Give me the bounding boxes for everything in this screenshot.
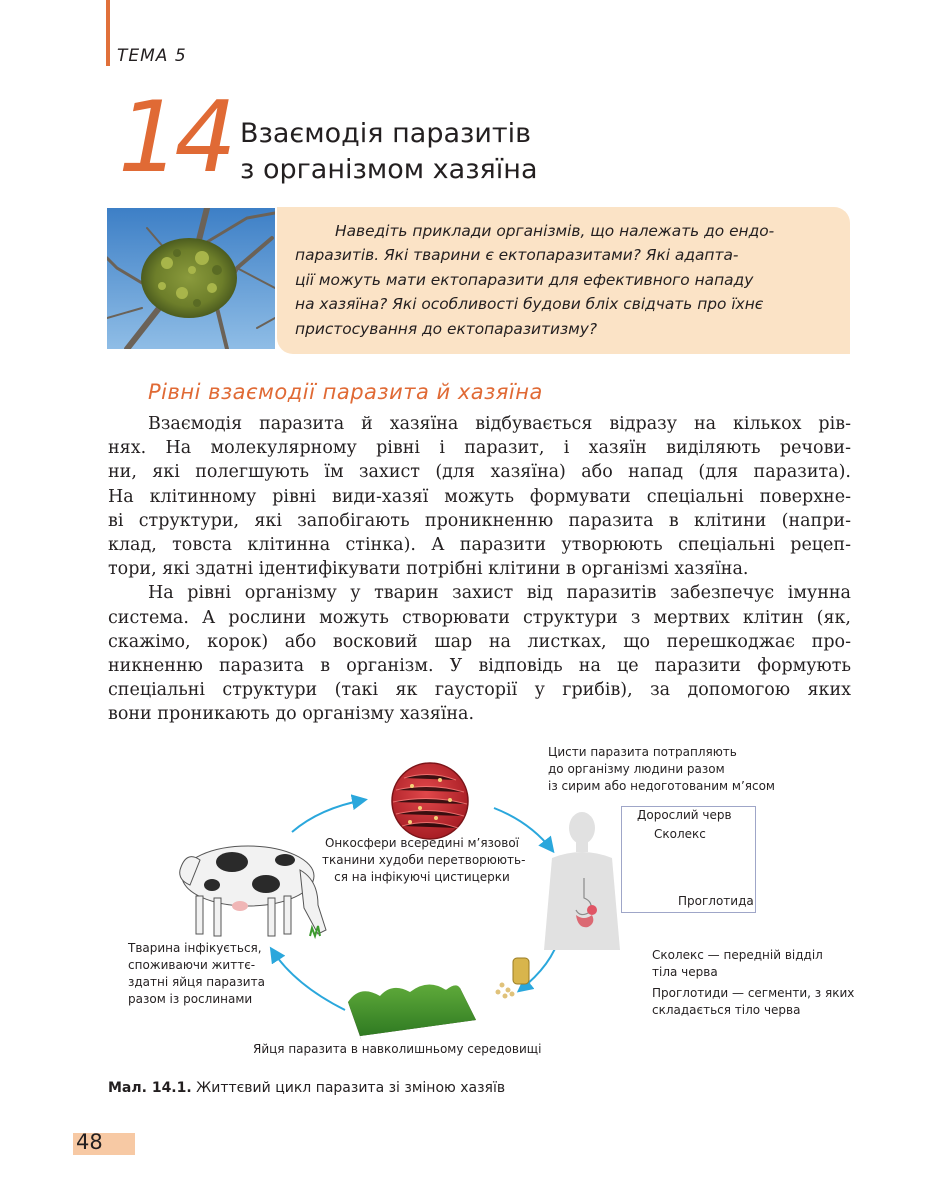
label-scolex-definition — [652, 947, 823, 981]
topic-accent-bar — [106, 0, 110, 66]
question-line: на хазяїна? Які особливості будови бліх свідчать про їхнє — [295, 295, 764, 314]
label-eggs: Яйця паразита в навколишньому середовищі — [253, 1042, 542, 1056]
paragraph-line: На рівні організму у тварин захист від паразитів забезпечує імунна — [148, 583, 851, 604]
label-line: із сирим або недоготованим м’ясом — [548, 779, 775, 793]
paragraph-line: На клітинному рівні види-хазяї можуть формувати спеціальні поверхне- — [108, 486, 851, 507]
label-line: тіла черва — [652, 965, 718, 979]
paragraph-line: Взаємодія паразита й хазяїна відбувається відразу на кількох рів- — [148, 414, 851, 434]
mistletoe-photo — [107, 208, 275, 349]
question-text — [295, 219, 835, 341]
question-line: пристосування до ектопаразитизму? — [295, 319, 598, 338]
figure-caption — [108, 1080, 505, 1096]
label-line: споживаючи життє- — [128, 958, 256, 972]
question-line: Наведіть приклади організмів, що належать до ендо- — [335, 222, 775, 240]
label-line: до організму людини разом — [548, 762, 725, 776]
cysticercus-icon — [513, 958, 529, 984]
label-line: Проглотиди — сегменти, з яких — [652, 986, 855, 1000]
label-line: здатні яйця паразита — [128, 975, 265, 989]
muscle-tissue-icon — [392, 763, 468, 839]
chapter-title-line: з організмом хазяїна — [240, 154, 538, 185]
figure-caption-number: Мал. 14.1. — [108, 1080, 192, 1096]
question-line: ції можуть мати ектопаразити для ефективного нападу — [295, 270, 754, 289]
paragraph-line: скажімо, корок) або восковий шар на листках, що перешкоджає про- — [108, 631, 851, 652]
paragraph-line: вони проникають до організму хазяїна. — [108, 704, 475, 725]
label-cysts — [548, 744, 775, 795]
paragraph-line: никненню паразита в організм. У відповідь на це паразити формують — [108, 656, 851, 677]
question-line: паразитів. Які тварини є ектопаразитами? Які адапта- — [295, 246, 739, 265]
label-line: Цисти паразита потрапляють — [548, 745, 737, 759]
label-line: Онкосфери всередині м’язової — [324, 836, 520, 850]
label-proglottid: Проглотида — [678, 894, 754, 908]
chapter-title-line: Взаємодія паразитів — [240, 118, 532, 149]
label-line: тканини худоби перетворюють- — [322, 853, 526, 867]
body-text — [108, 412, 851, 727]
life-cycle-diagram — [0, 740, 935, 1070]
label-muscle — [322, 835, 526, 886]
eggs-icon — [496, 983, 515, 999]
section-heading: Рівні взаємодії паразита й хазяїна — [148, 380, 543, 404]
paragraph-line: ві структури, які запобігають проникненню паразита в клітини (напри- — [108, 510, 851, 531]
paragraph-line: спеціальні структури (такі як гаусторії у грибів), за допомогою яких — [108, 680, 851, 701]
label-line: Тварина інфікується, — [128, 941, 262, 955]
human-silhouette-icon — [544, 812, 620, 950]
paragraph-line: нях. На молекулярному рівні і паразит, і хазяїн виділяють речови- — [108, 438, 851, 459]
paragraph-line: тори, які здатні ідентифікувати потрібні клітини в організмі хазяїна. — [108, 559, 749, 580]
label-scolex: Сколекс — [654, 827, 706, 841]
chapter-number: 14 — [118, 81, 231, 195]
label-line: разом із рослинами — [128, 992, 253, 1006]
paragraph-line: система. А рослини можуть створювати структури з мертвих клітин (як, — [108, 607, 851, 628]
topic-label: ТЕМА 5 — [117, 46, 187, 66]
label-line: ся на інфікуючі цистицерки — [334, 870, 510, 884]
cow-icon — [180, 846, 326, 936]
label-adult-worm: Дорослий черв — [637, 808, 732, 822]
label-line: Сколекс — передній відділ — [652, 948, 823, 962]
page-number: 48 — [76, 1130, 103, 1154]
chapter-title — [240, 116, 538, 188]
paragraph-line: клад, товста клітинна стінка). А паразити утворюють спеціальні рецеп- — [108, 535, 851, 556]
grass-patch-icon — [348, 984, 476, 1042]
label-line: складається тіло черва — [652, 1003, 801, 1017]
label-cow — [128, 940, 265, 1008]
figure-caption-text: Життєвий цикл паразита зі зміною хазяїв — [191, 1080, 506, 1096]
paragraph-line: ни, які полегшують їм захист (для хазяїна) або напад (для паразита). — [108, 462, 851, 483]
label-proglottid-definition — [652, 985, 854, 1019]
